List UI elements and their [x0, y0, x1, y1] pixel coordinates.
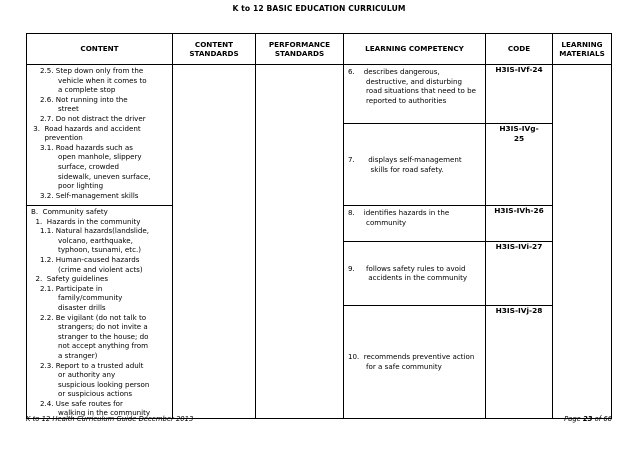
page-of: of 66	[592, 415, 612, 423]
competency-7: 7. displays self-management skills for road safety.	[348, 154, 462, 174]
footer-page-number	[564, 415, 612, 423]
competency-6: 6. describes dangerous, destructive, and disturbing road situations that need to be reported to authorities	[348, 67, 476, 105]
code-9: H3IS-IVi-27	[495, 241, 543, 251]
header-learning-materials: LEARNING MATERIALS	[553, 34, 612, 65]
content-cell-2	[27, 206, 173, 419]
content-block-1: 2.5. Step down only from the vehicle when it comes to a complete stop 2.6. Not running into the street 2.7. Do not distract the driver 3. Road hazards and accident prevention 3.1. Road hazards such as open manhole, slippery surface, crowded sidewalk, uneven surface, poor lighting 3.2. Self-management skills	[33, 66, 151, 200]
footer-guide-title: K to 12 Health Curriculum Guide December 2013	[26, 415, 194, 423]
content-block-2: B. Community safety 1. Hazards in the community 1.1. Natural hazards(landslide, volcano, earthquake, typhoon, tsunami, etc.) 1.2. Human-caused hazards (crime and violent acts) 2. Safety guidelines 2.1. Participate in family/community disaster drills 2.2. Be vigilant (do not talk to strangers; do not invite a stranger to the house; do not accept anything from a stranger) 2.3. Report to a trusted adult or authority any suspicious looking person or suspicious actions 2.4. Use safe routes for walking in the community	[31, 207, 151, 418]
code-cell-6	[486, 65, 553, 124]
code-7: H3IS-IVg- 25	[499, 124, 539, 143]
header-performance-standards: PERFORMANCE STANDARDS	[256, 34, 344, 65]
header-learning-competency: LEARNING COMPETENCY	[344, 34, 486, 65]
code-6: H3IS-IVf-24	[495, 65, 543, 74]
code-cell-10	[486, 305, 553, 418]
table-row	[27, 65, 612, 124]
content-standards-cell	[173, 65, 256, 419]
table-header-row	[27, 34, 612, 65]
code-cell-7	[486, 124, 553, 206]
code-10: H3IS-IVj-28	[495, 305, 543, 315]
code-8: H3IS-IVh-26	[494, 206, 544, 215]
competency-cell-6	[344, 65, 486, 124]
document-title: K to 12 BASIC EDUCATION CURRICULUM	[232, 4, 406, 13]
competency-9: 9. follows safety rules to avoid accidents in the community	[348, 263, 468, 283]
competency-cell-7	[344, 124, 486, 206]
code-cell-8	[486, 206, 553, 242]
header-code: CODE	[486, 34, 553, 65]
competency-cell-8	[344, 206, 486, 242]
competency-10: 10. recommends preventive action for a safe community	[348, 352, 475, 371]
competency-cell-10	[344, 305, 486, 418]
code-cell-9	[486, 241, 553, 305]
curriculum-table	[26, 33, 612, 419]
current-page: 23	[583, 415, 593, 423]
header-content: CONTENT	[27, 34, 173, 65]
content-cell-1	[27, 65, 173, 206]
header-content-standards: CONTENT STANDARDS	[173, 34, 256, 65]
performance-standards-cell	[256, 65, 344, 419]
competency-8: 8. identifies hazards in the community	[348, 208, 450, 227]
learning-materials-cell	[553, 65, 612, 419]
page-label: Page	[564, 415, 583, 423]
competency-cell-9	[344, 241, 486, 305]
